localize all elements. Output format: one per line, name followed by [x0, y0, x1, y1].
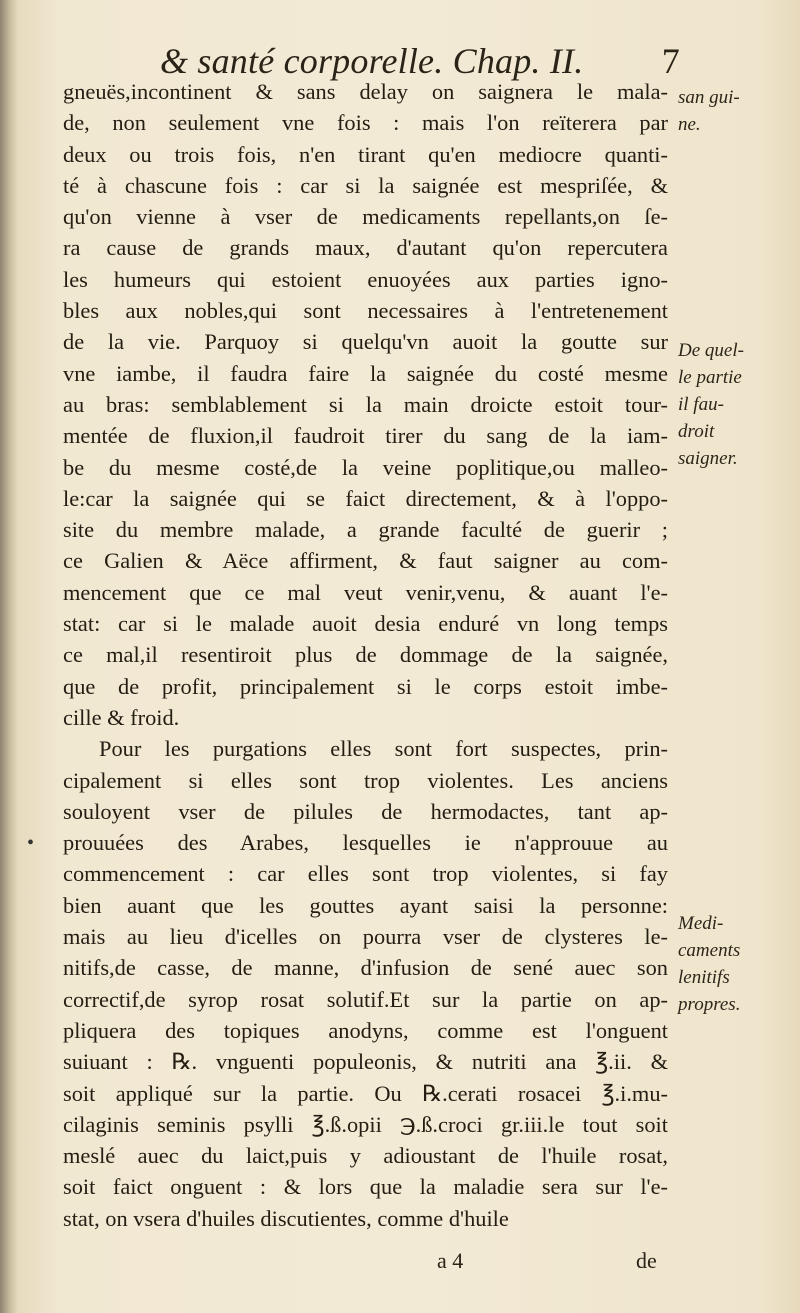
body-line: ce mal,il resentiroit plus de dommage de la saignée,: [63, 642, 668, 668]
body-line: mentée de fluxion,il faudroit tirer du sang de la iam-: [63, 423, 668, 449]
body-line: souloyent vser de pilules de hermodactes, tant ap-: [63, 798, 668, 824]
margin-note-line: Medi-: [678, 913, 724, 934]
body-line: cilaginis seminis psylli ℥.ß.opii ℈.ß.croci gr.iii.le tout soit: [63, 1111, 668, 1137]
margin-note-saigner: [678, 337, 796, 472]
body-line: ra cause de grands maux, d'autant qu'on repercutera: [63, 235, 668, 261]
body-line: pliquera des topiques anodyns, comme est l'onguent: [63, 1017, 668, 1043]
body-line: mencement que ce mal veut venir,venu, & auant l'e-: [63, 579, 668, 605]
body-line: les humeurs qui estoient enuoyées aux parties igno-: [63, 266, 668, 292]
body-line: bien auant que les gouttes ayant saisi la personne:: [63, 892, 668, 918]
body-line: qu'on vienne à vser de medicaments repellants,on ſe-: [63, 204, 668, 230]
body-line: site du membre malade, a grande faculté de guerir ;: [63, 517, 668, 543]
margin-note-line: droit: [678, 421, 715, 442]
page-footer: [0, 1248, 800, 1284]
ink-dot: •: [27, 832, 35, 854]
body-line: vne iambe, il faudra faire la saignée du costé mesme: [63, 360, 668, 386]
body-line: bles aux nobles,qui sont necessaires à l'entretenement: [63, 298, 668, 324]
body-line: cipalement si elles sont trop violentes. Les anciens: [63, 767, 668, 793]
body-line: le:car la saignée qui se faict directement, & à l'oppo-: [63, 485, 668, 511]
body-line: mais au lieu d'icelles on pourra vser de clysteres le-: [63, 924, 668, 950]
margin-note-line: caments: [678, 940, 741, 961]
page-number: 7: [661, 41, 680, 81]
body-line: soit appliqué sur la partie. Ou ℞.cerati rosacei ℥.i.mu-: [63, 1080, 668, 1106]
body-line: de la vie. Parquoy si quelqu'vn auoit la goutte sur: [63, 329, 668, 355]
body-line: ce Galien & Aëce affirment, & faut saigner au com-: [63, 548, 668, 574]
margin-note-medicaments: [678, 910, 796, 1018]
body-line: deux ou trois fois, n'en tirant qu'en mediocre quanti-: [63, 141, 668, 167]
body-line: meslé auec du laict,puis y adioustant de l'huile rosat,: [63, 1143, 668, 1169]
body-line: correctif,de syrop rosat solutif.Et sur la partie on ap-: [63, 986, 668, 1012]
body-line: prouuées des Arabes, lesquelles ie n'approuue au: [63, 830, 668, 856]
body-line: be du mesme costé,de la veine poplitique,ou malleo-: [63, 454, 668, 480]
catchword: de: [636, 1248, 657, 1273]
signature-mark: a 4: [437, 1248, 464, 1273]
binding-gutter: [0, 0, 18, 1313]
body-line: stat: car si le malade auoit desia enduré vn long temps: [63, 611, 668, 637]
header-title: & santé corporelle. Chap. II.: [160, 41, 584, 81]
body-line: que de profit, principalement si le corps estoit imbe-: [63, 673, 668, 699]
body-line: gneuës,incontinent & sans delay on saignera le mala-: [63, 79, 668, 104]
margin-note-line: san gui-: [678, 87, 740, 108]
body-line: Pour les purgations elles sont fort suspectes, prin-: [99, 736, 668, 762]
margin-note-line: lenitifs: [678, 967, 730, 988]
margin-note-line: il fau-: [678, 394, 724, 415]
body-line: commencement : car elles sont trop violentes, si fay: [63, 861, 668, 887]
body-line: cille & froid.: [63, 704, 180, 730]
margin-note-line: le partie: [678, 367, 742, 388]
body-text: [63, 76, 668, 1234]
body-line: suiuant : ℞. vnguenti populeonis, & nutriti ana ℥.ii. &: [63, 1049, 668, 1075]
body-line: té à chascune fois : car si la saignée est mespriſée, &: [63, 172, 668, 198]
margin-note-line: saigner.: [678, 448, 738, 469]
body-line: nitifs,de casse, de manne, d'infusion de sené auec son: [63, 955, 668, 981]
margin-note-line: ne.: [678, 114, 701, 135]
body-line: au bras: semblablement si la main droicte estoit tour-: [63, 391, 668, 417]
body-line: stat, on vsera d'huiles discutientes, comme d'huile: [63, 1205, 509, 1231]
body-line: soit faict onguent : & lors que la maladie sera sur l'e-: [63, 1174, 668, 1200]
margin-note-sanguine: [678, 84, 796, 138]
margin-note-line: De quel-: [678, 340, 744, 361]
body-line: de, non seulement vne fois : mais l'on reïterera par: [63, 110, 668, 136]
margin-note-line: propres.: [678, 994, 741, 1015]
